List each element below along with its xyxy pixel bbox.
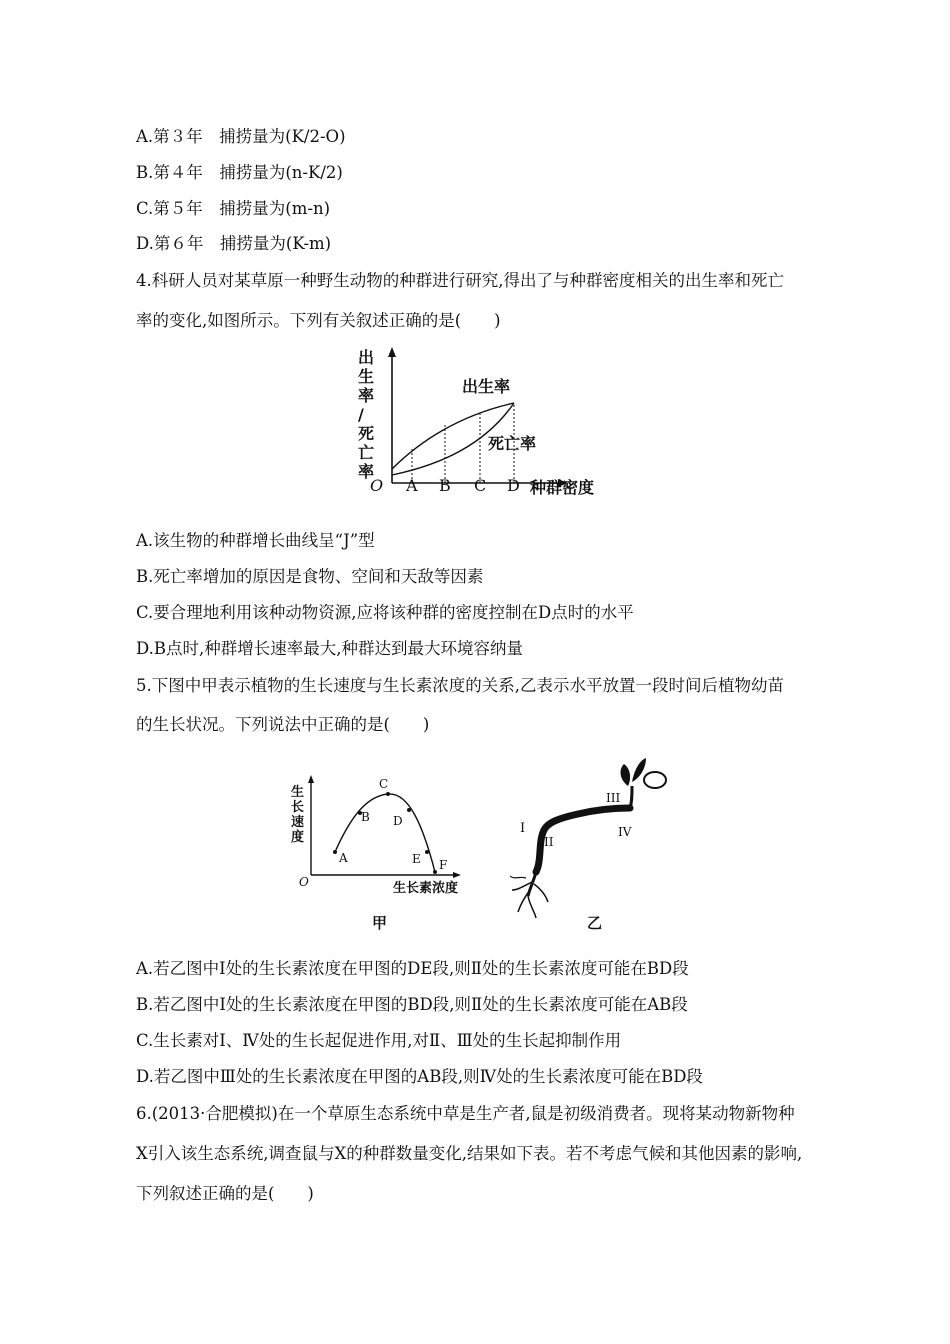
q5-yi-root-4 [528, 896, 536, 918]
q4-birth-label: 出生率 [462, 377, 511, 396]
q5-jia-xlabel: 生长素浓度 [393, 881, 459, 896]
q3-option-a: A.第３年 捕捞量为(K/2-O) [136, 127, 346, 146]
q5-jia-label-b: B [361, 810, 370, 824]
q5-yi-caption: 乙 [587, 914, 603, 932]
q5-yi-leaf-left [621, 764, 631, 786]
q5-jia-x-arrow [453, 872, 461, 878]
q5-stem-line2: 的生长状况。下列说法中正确的是( ) [136, 715, 430, 734]
q5-jia-point-a [333, 850, 337, 854]
q5-jia-label-a: A [339, 851, 348, 865]
q4-ylabel: 出生率/死亡率 [358, 348, 375, 481]
q5-jia-point-f [433, 870, 437, 874]
q4-origin: O [370, 476, 384, 495]
q5-option-d: D.若乙图中Ⅲ处的生长素浓度在甲图的AB段,则Ⅳ处的生长素浓度可能在BD段 [136, 1067, 703, 1086]
q5-jia-caption: 甲 [372, 914, 388, 932]
q5-yi-label-iii: III [606, 791, 621, 805]
q5-jia-ylabel: 生长速度 [291, 785, 305, 845]
q4-option-d: D.B点时,种群增长速率最大,种群达到最大环境容纳量 [136, 639, 524, 658]
q5-jia-point-d [407, 808, 411, 812]
q5-option-a: A.若乙图中Ⅰ处的生长素浓度在甲图的DE段,则Ⅱ处的生长素浓度可能在BD段 [136, 959, 689, 978]
q3-option-c: C.第５年 捕捞量为(m-n) [136, 199, 331, 218]
q5-jia-y-arrow [308, 775, 314, 783]
q4-xlabel: 种群密度 [530, 478, 595, 497]
q5-yi-label-i: I [520, 821, 526, 836]
q4-tick-a: A [406, 476, 418, 495]
q4-tick-d: D [507, 476, 520, 495]
q4-option-a: A.该生物的种群增长曲线呈“J”型 [136, 531, 375, 550]
q5-option-b: B.若乙图中Ⅰ处的生长素浓度在甲图的BD段,则Ⅱ处的生长素浓度可能在AB段 [136, 995, 688, 1014]
q5-figure-yi [500, 750, 690, 935]
q5-yi-root-3 [534, 884, 548, 902]
q5-yi-label-ii: II [544, 835, 554, 849]
q5-jia-label-d: D [393, 814, 403, 828]
q4-tick-c: C [474, 476, 487, 495]
q6-line1: 6.(2013·合肥模拟)在一个草原生态系统中草是生产者,鼠是初级消费者。现将某动物新物种 [136, 1104, 795, 1123]
q5-yi-root-5 [510, 876, 526, 878]
q4-stem-line2: 率的变化,如图所示。下列有关叙述正确的是( ) [136, 311, 501, 330]
q5-jia-label-c: C [379, 777, 389, 791]
q5-stem-line1: 5.下图中甲表示植物的生长速度与生长素浓度的关系,乙表示水平放置一段时间后植物幼苗 [136, 676, 784, 695]
q6-line3: 下列叙述正确的是( ) [136, 1184, 314, 1203]
q4-tick-b: B [439, 476, 451, 495]
q4-figure [350, 345, 610, 505]
q5-jia-point-c [386, 792, 390, 796]
q6-line2: X引入该生态系统,调查鼠与X的种群数量变化,结果如下表。若不考虑气候和其他因素的影响, [136, 1144, 803, 1163]
q5-yi-leaf-right [644, 772, 666, 788]
q5-figure-jia [285, 770, 480, 935]
q4-stem-line1: 4.科研人员对某草原一种野生动物的种群进行研究,得出了与种群密度相关的出生率和死亡 [136, 271, 784, 290]
q5-jia-origin: O [299, 875, 309, 889]
q4-death-label: 死亡率 [488, 434, 537, 453]
q5-option-c: C.生长素对Ⅰ、Ⅳ处的生长起促进作用,对Ⅱ、Ⅲ处的生长起抑制作用 [136, 1031, 622, 1050]
q4-option-b: B.死亡率增加的原因是食物、空间和天敌等因素 [136, 567, 484, 586]
q4-y-arrow [388, 347, 396, 357]
q3-option-d: D.第６年 捕捞量为(K-m) [136, 234, 332, 253]
q5-yi-root-2 [518, 890, 530, 912]
q5-jia-label-f: F [439, 858, 448, 872]
q3-option-b: B.第４年 捕捞量为(n-K/2) [136, 163, 343, 182]
q5-jia-label-e: E [412, 852, 421, 866]
q4-option-c: C.要合理地利用该种动物资源,应将该种群的密度控制在D点时的水平 [136, 603, 634, 622]
q5-yi-label-iv: IV [618, 825, 632, 839]
q5-jia-point-e [425, 850, 429, 854]
